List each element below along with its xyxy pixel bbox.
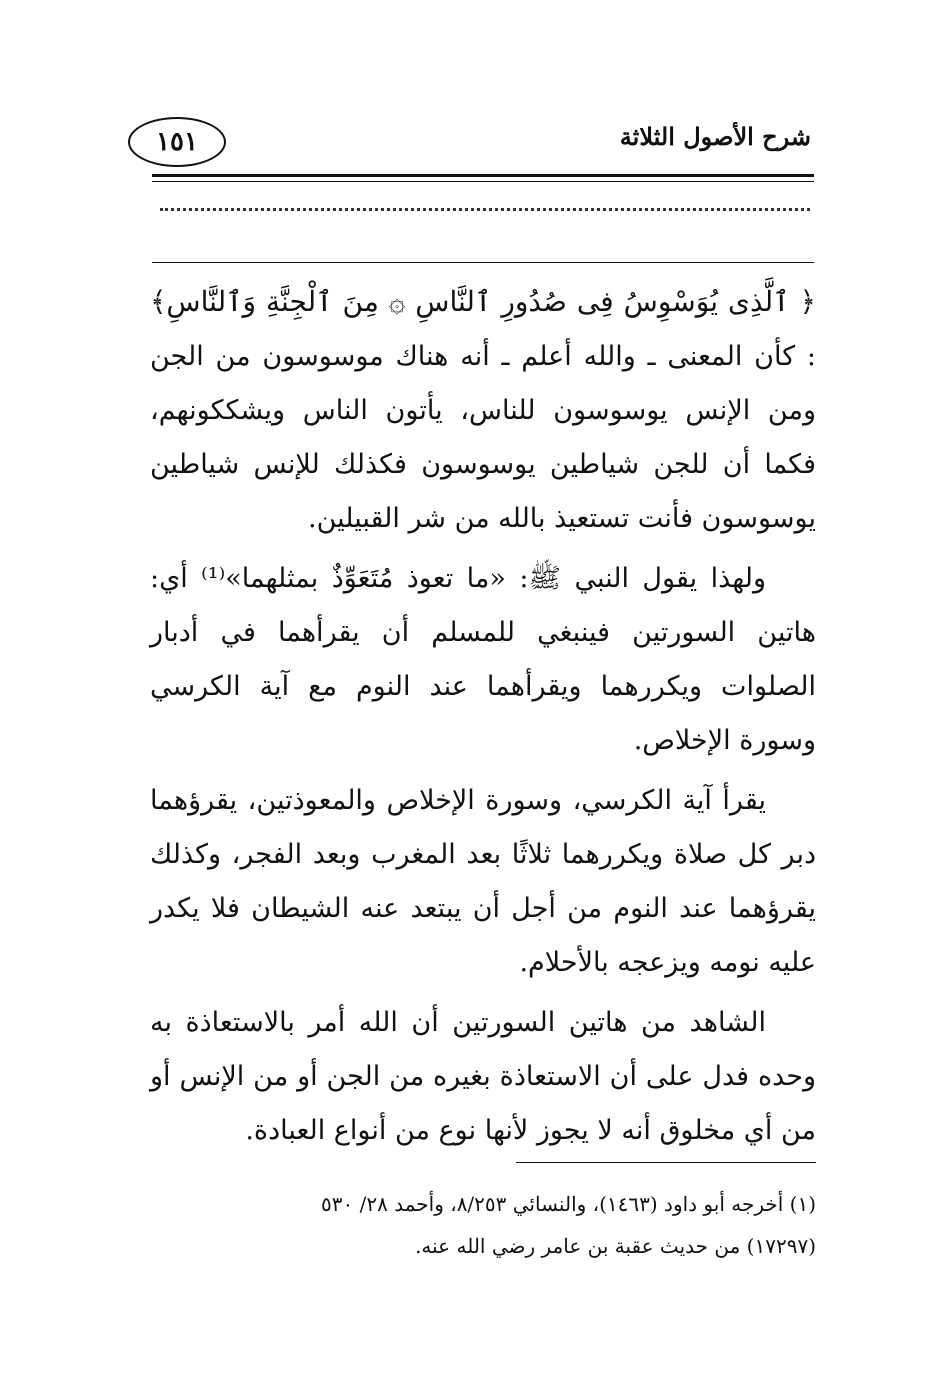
footnote-1-line-2: (١٧٢٩٧) من حديث عقبة بن عامر رضي الله عنه. (415, 1234, 816, 1258)
paragraph-1-text: : كأن المعنى ـ والله أعلم ـ أنه هناك موسوسون من الجن ومن الإنس يوسوسون للناس، يأتون الناس ويشككونهم، فكما أن للجن شياطين يوسوسون فكذلك للإنس شياطين يوسوسون فأنت تستعيذ بالله من شر القبيلين. (150, 341, 816, 534)
header-rule-thick (152, 174, 814, 177)
section-rule (152, 262, 814, 263)
footnote-1-line-1: (١) أخرجه أبو داود (١٤٦٣)، والنسائي ٨/٢٥٣، وأحمد ٢٨/ ٥٣٠ (321, 1192, 816, 1216)
running-title: شرح الأصول الثلاثة (619, 122, 811, 151)
quran-verse: ﴿ ٱلَّذِى يُوَسْوِسُ فِى صُدُورِ ٱلنَّاسِ ۞ مِنَ ٱلْجِنَّةِ وَٱلنَّاسِ﴾ (150, 285, 816, 318)
paragraph-3: يقرأ آية الكرسي، وسورة الإخلاص والمعوذتين، يقرؤهما دبر كل صلاة ويكررهما ثلاثًا بعد المغرب وبعد الفجر، وكذلك يقرؤهما عند النوم من أجل أن يبتعد عنه الشيطان فلا يكدر عليه نومه ويزعجه بالأحلام. (150, 785, 816, 978)
paragraph-4: الشاهد من هاتين السورتين أن الله أمر بالاستعاذة به وحده فدل على أن الاستعاذة بغيره من الجن أو من الإنس أو من أي مخلوق أنه لا يجوز لأنها نوع من أنواع العبادة. (150, 1007, 816, 1146)
footnote-rule (516, 1162, 816, 1163)
page-number: ١٥١ (156, 127, 198, 157)
header-rule-thin (152, 181, 814, 182)
footnotes (150, 1183, 816, 1267)
dotted-separator (160, 208, 810, 211)
paragraph-1 (150, 275, 816, 546)
paragraph-2: ولهذا يقول النبي ﷺ: «ما تعوذ مُتَعَوِّذٌ بمثلهما»⁽¹⁾ أي: هاتين السورتين فينبغي للمسلم أن يقرأهما في أدبار الصلوات ويكررهما ويقرأهما عند النوم مع آية الكرسي وسورة الإخلاص. (150, 563, 816, 756)
body-text (150, 275, 816, 1158)
page-number-oval (128, 117, 226, 167)
